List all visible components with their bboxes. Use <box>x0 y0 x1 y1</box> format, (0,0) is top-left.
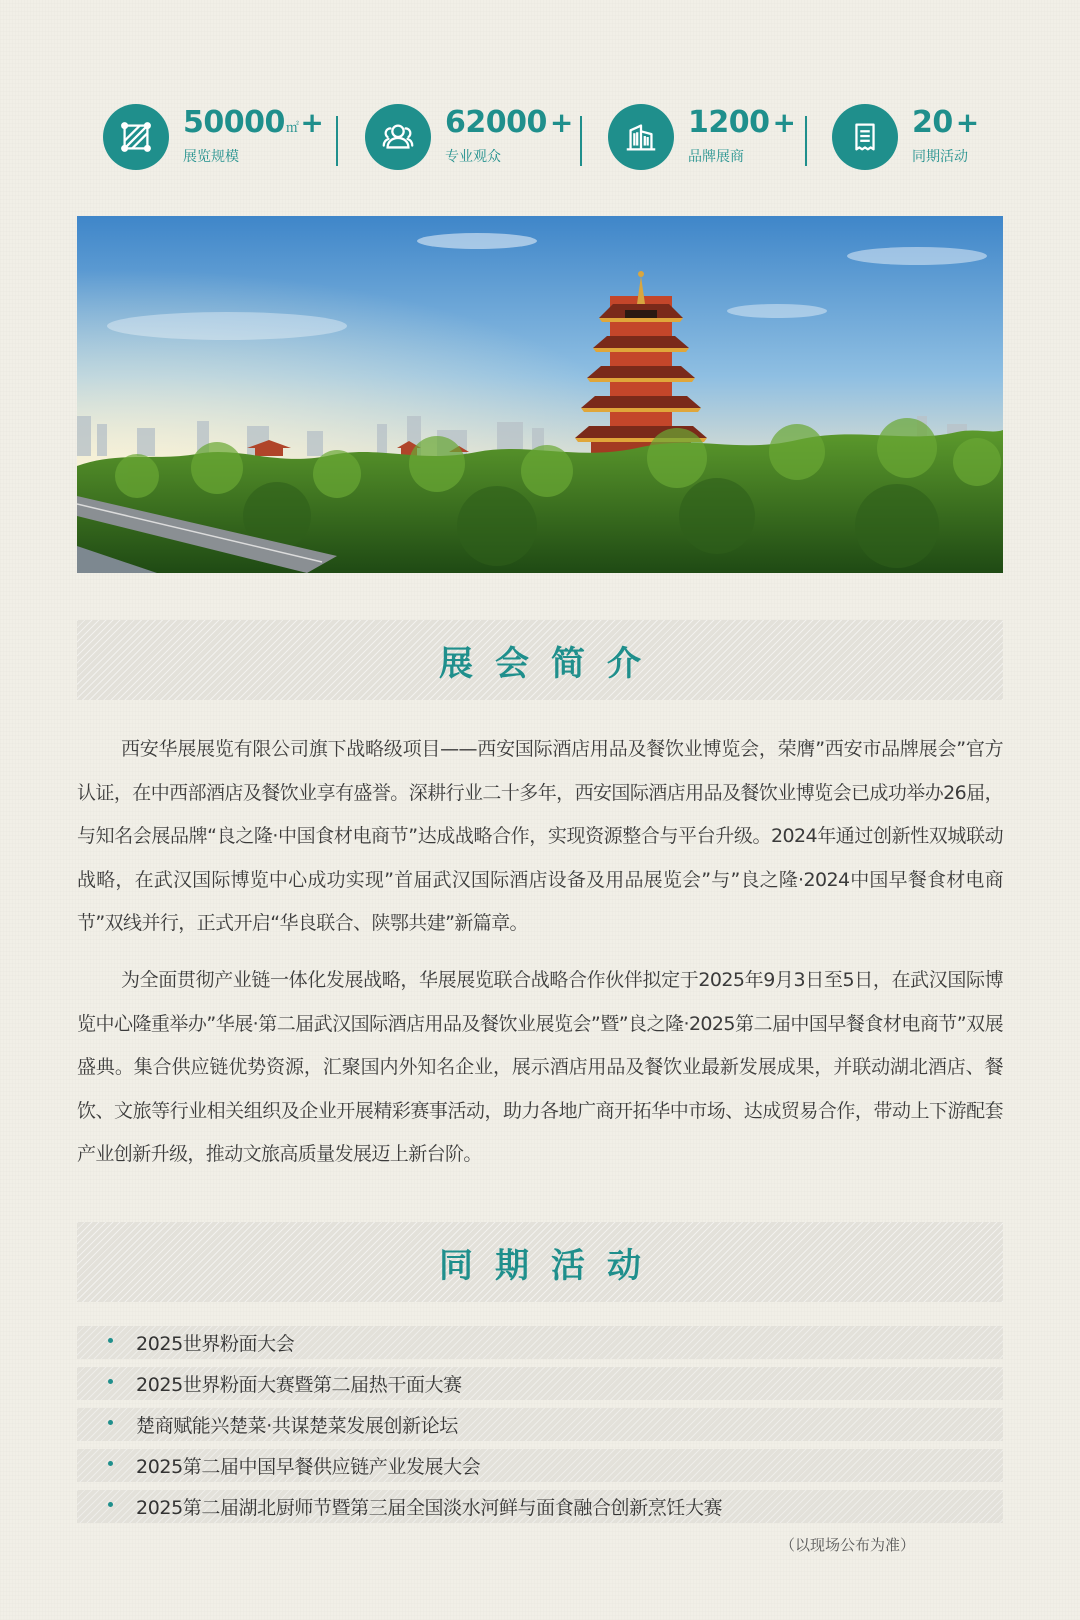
activity-label: 2025世界粉面大赛暨第二届热干面大赛 <box>136 1374 462 1396</box>
bullet-icon <box>108 1379 113 1384</box>
stat-divider <box>805 116 807 166</box>
bullet-icon <box>108 1338 113 1343</box>
stat-divider <box>580 116 582 166</box>
stat-label: 品牌展商 <box>688 149 744 165</box>
list-item <box>77 1408 1003 1441</box>
activity-label: 2025世界粉面大会 <box>136 1333 295 1355</box>
document-icon <box>832 104 898 170</box>
building-icon <box>608 104 674 170</box>
stat-value: 1200 + <box>688 105 796 140</box>
activities-list <box>77 1326 1003 1531</box>
stat-label: 专业观众 <box>445 149 501 165</box>
bullet-icon <box>108 1461 113 1466</box>
stat-divider <box>336 116 338 166</box>
activity-label: 楚商赋能兴楚菜·共谋楚菜发展创新论坛 <box>136 1415 458 1437</box>
intro-paragraph-1: 西安华展展览有限公司旗下战略级项目——西安国际酒店用品及餐饮业博览会，荣膺”西安市品牌展会”官方认证，在中西部酒店及餐饮业享有盛誉。深耕行业二十多年，西安国际酒店用品及餐饮业博览会已成功举办26届，与知名会展品牌“良之隆·中国食材电商节”达成战略合作，实现资源整合与平台升级。2024年通过创新性双城联动战略，在武汉国际博览中心成功实现”首届武汉国际酒店设备及用品展览会”与”良之隆·2024中国早餐食材电商节”双线并行，正式开启“华良联合、陕鄂共建”新篇章。 <box>77 738 1003 934</box>
area-icon <box>103 104 169 170</box>
people-icon <box>365 104 431 170</box>
activity-label: 2025第二届湖北厨师节暨第三届全国淡水河鲜与面食融合创新烹饪大赛 <box>136 1497 723 1519</box>
activities-section-header <box>77 1222 1003 1302</box>
bullet-icon <box>108 1420 113 1425</box>
intro-paragraph-2: 为全面贯彻产业链一体化发展战略，华展展览联合战略合作伙伴拟定于2025年9月3日至5日，在武汉国际博览中心隆重举办”华展·第二届武汉国际酒店用品及餐饮业展览会”暨”良之隆·2025第二届中国早餐食材电商节”双展盛典。集合供应链优势资源，汇聚国内外知名企业，展示酒店用品及餐饮业最新发展成果，并联动湖北酒店、餐饮、文旅等行业相关组织及企业开展精彩赛事活动，助力各地广商开拓华中市场、达成贸易合作，带动上下游配套产业创新升级，推动文旅高质量发展迈上新台阶。 <box>77 969 1003 1165</box>
intro-title: 展会简介 <box>439 643 663 684</box>
stat-label: 同期活动 <box>912 149 968 165</box>
list-item <box>77 1326 1003 1359</box>
stat-label: 展览规模 <box>183 149 239 165</box>
bullet-icon <box>108 1502 113 1507</box>
stat-value: 20 + <box>912 105 979 140</box>
stat-value: 62000 + <box>445 105 573 140</box>
yellow-crane-tower-photo <box>77 216 1003 573</box>
list-item <box>77 1449 1003 1482</box>
list-item <box>77 1367 1003 1400</box>
stat-value: 50000㎡+ <box>183 105 324 140</box>
stats-bar <box>103 104 983 170</box>
activity-label: 2025第二届中国早餐供应链产业发展大会 <box>136 1456 481 1478</box>
list-item <box>77 1490 1003 1523</box>
activities-title: 同期活动 <box>439 1245 663 1286</box>
activities-footnote: （以现场公布为准） <box>780 1536 916 1554</box>
intro-section-header <box>77 620 1003 700</box>
